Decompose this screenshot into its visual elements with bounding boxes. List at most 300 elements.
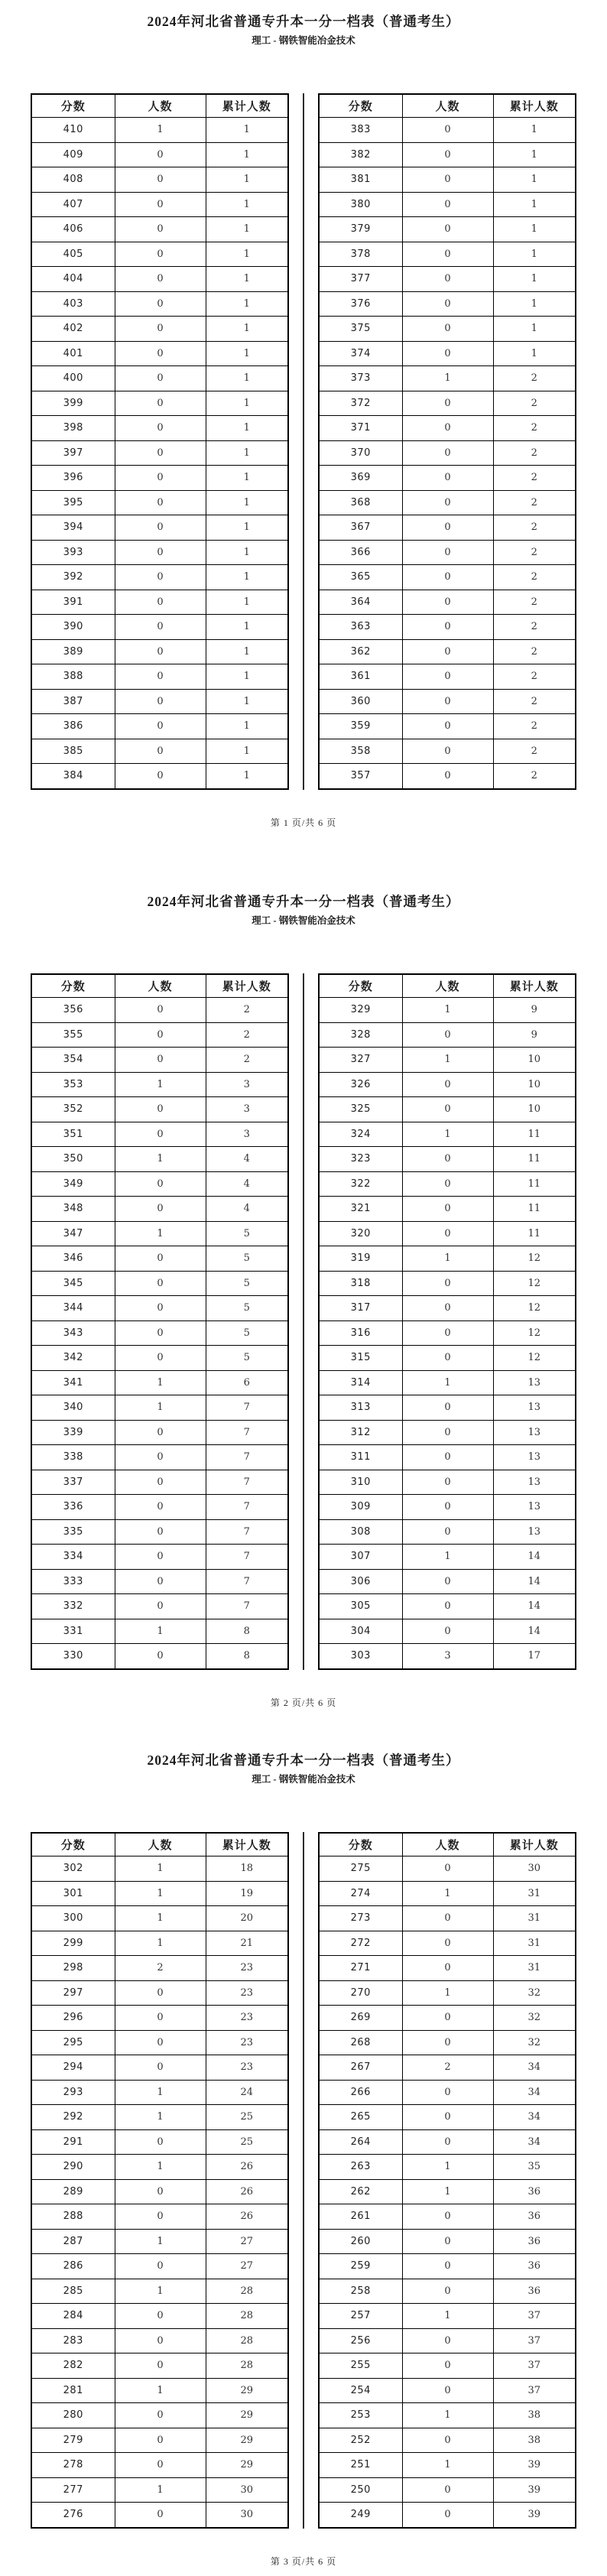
count-cell: 1	[115, 118, 206, 143]
count-cell: 0	[115, 291, 206, 317]
cumulative-cell: 2	[493, 689, 576, 714]
score-cell: 282	[31, 2353, 115, 2379]
cumulative-cell: 23	[206, 1980, 288, 2006]
table-row	[31, 1956, 288, 1981]
table-row	[319, 440, 576, 466]
table-row	[31, 1881, 288, 1906]
table-row	[31, 2453, 288, 2478]
header-row	[319, 1833, 576, 1856]
score-cell: 385	[31, 739, 115, 764]
cumulative-cell: 1	[206, 317, 288, 342]
count-cell: 0	[402, 1519, 493, 1545]
count-cell: 1	[402, 1881, 493, 1906]
score-cell: 370	[319, 440, 402, 466]
count-cell: 0	[115, 1519, 206, 1545]
table-row	[31, 2428, 288, 2453]
count-cell: 1	[402, 2179, 493, 2204]
table-row	[31, 242, 288, 267]
table-row	[31, 1197, 288, 1222]
cumulative-cell: 5	[206, 1246, 288, 1272]
count-cell: 0	[115, 391, 206, 416]
count-cell: 0	[115, 2353, 206, 2379]
table-row	[319, 2378, 576, 2403]
score-cell: 316	[319, 1320, 402, 1346]
count-cell: 0	[402, 1147, 493, 1172]
cumulative-cell: 7	[206, 1395, 288, 1421]
cumulative-cell: 25	[206, 2105, 288, 2130]
table-row	[31, 2155, 288, 2180]
cumulative-cell: 34	[493, 2129, 576, 2155]
header-row	[31, 974, 288, 998]
table-row	[31, 2353, 288, 2379]
column-header: 累计人数	[493, 94, 576, 118]
count-cell: 0	[402, 1221, 493, 1246]
score-cell: 312	[319, 1420, 402, 1445]
column-header: 分数	[31, 1833, 115, 1856]
page-subtitle: 理工 - 钢铁智能冶金技术	[252, 1774, 355, 1785]
score-cell: 354	[31, 1048, 115, 1073]
column-header: 分数	[319, 974, 402, 998]
cumulative-cell: 10	[493, 1048, 576, 1073]
count-cell: 0	[115, 2428, 206, 2453]
table-row	[31, 1122, 288, 1147]
cumulative-cell: 4	[206, 1147, 288, 1172]
score-cell: 254	[319, 2378, 402, 2403]
count-cell: 0	[115, 739, 206, 764]
cumulative-cell: 6	[206, 1370, 288, 1395]
table-row	[319, 2328, 576, 2353]
cumulative-cell: 38	[493, 2428, 576, 2453]
score-table-right	[318, 1832, 576, 2529]
table-row	[31, 2403, 288, 2428]
score-cell: 284	[31, 2304, 115, 2329]
count-cell: 0	[402, 416, 493, 441]
cumulative-cell: 1	[206, 217, 288, 242]
table-row	[31, 590, 288, 615]
column-header: 累计人数	[493, 1833, 576, 1856]
score-cell: 372	[319, 391, 402, 416]
table-row	[319, 142, 576, 167]
score-cell: 369	[319, 466, 402, 491]
table-row	[319, 2353, 576, 2379]
page-number-footer: 第 3 页/共 6 页	[270, 2555, 337, 2567]
cumulative-cell: 36	[493, 2229, 576, 2254]
cumulative-cell: 5	[206, 1271, 288, 1296]
table-row	[319, 317, 576, 342]
count-cell: 0	[115, 217, 206, 242]
count-cell: 0	[115, 2254, 206, 2279]
cumulative-cell: 1	[206, 291, 288, 317]
cumulative-cell: 7	[206, 1445, 288, 1470]
table-row	[319, 416, 576, 441]
count-cell: 0	[402, 490, 493, 515]
score-cell: 402	[31, 317, 115, 342]
score-cell: 283	[31, 2328, 115, 2353]
table-row	[31, 1296, 288, 1321]
table-row	[31, 1594, 288, 1619]
count-cell: 0	[402, 540, 493, 565]
score-cell: 275	[319, 1856, 402, 1882]
cumulative-cell: 9	[493, 998, 576, 1023]
table-row	[319, 192, 576, 217]
cumulative-cell: 31	[493, 1906, 576, 1931]
score-cell: 395	[31, 490, 115, 515]
table-row	[31, 2477, 288, 2503]
score-cell: 253	[319, 2403, 402, 2428]
count-cell: 1	[402, 1545, 493, 1570]
count-cell: 0	[115, 2328, 206, 2353]
cumulative-cell: 7	[206, 1519, 288, 1545]
score-cell: 407	[31, 192, 115, 217]
count-cell: 0	[115, 242, 206, 267]
score-cell: 277	[31, 2477, 115, 2503]
count-cell: 1	[115, 1856, 206, 1882]
score-cell: 394	[31, 515, 115, 541]
table-row	[31, 2254, 288, 2279]
table-row	[319, 1445, 576, 1470]
score-cell: 377	[319, 267, 402, 292]
cumulative-cell: 29	[206, 2428, 288, 2453]
table-row	[319, 2080, 576, 2105]
table-row	[319, 1296, 576, 1321]
count-cell: 0	[402, 714, 493, 739]
count-cell: 1	[115, 1881, 206, 1906]
cumulative-cell: 1	[206, 391, 288, 416]
score-cell: 271	[319, 1956, 402, 1981]
table-row	[31, 142, 288, 167]
cumulative-cell: 13	[493, 1519, 576, 1545]
cumulative-cell: 1	[206, 118, 288, 143]
cumulative-cell: 1	[206, 739, 288, 764]
cumulative-cell: 1	[206, 192, 288, 217]
score-cell: 255	[319, 2353, 402, 2379]
cumulative-cell: 1	[206, 440, 288, 466]
count-cell: 0	[115, 714, 206, 739]
count-cell: 0	[402, 689, 493, 714]
table-row	[31, 466, 288, 491]
count-cell: 0	[402, 615, 493, 640]
score-cell: 342	[31, 1346, 115, 1371]
cumulative-cell: 13	[493, 1420, 576, 1445]
table-row	[319, 1346, 576, 1371]
cumulative-cell: 30	[206, 2477, 288, 2503]
cumulative-cell: 4	[206, 1171, 288, 1197]
count-cell: 0	[115, 341, 206, 366]
score-cell: 378	[319, 242, 402, 267]
count-cell: 0	[115, 1097, 206, 1122]
count-cell: 0	[115, 2006, 206, 2031]
cumulative-cell: 11	[493, 1171, 576, 1197]
cumulative-cell: 27	[206, 2254, 288, 2279]
count-cell: 0	[402, 739, 493, 764]
column-header: 分数	[319, 94, 402, 118]
table-row	[319, 639, 576, 664]
count-cell: 0	[115, 2129, 206, 2155]
score-table-left	[31, 973, 289, 1670]
table-row	[319, 1171, 576, 1197]
column-header: 人数	[402, 1833, 493, 1856]
count-cell: 0	[115, 2179, 206, 2204]
count-cell: 0	[402, 217, 493, 242]
count-cell: 1	[115, 2080, 206, 2105]
count-cell: 0	[115, 1048, 206, 1073]
table-row	[319, 366, 576, 391]
page-title: 2024年河北省普通专升本一分一档表（普通考生）	[147, 14, 460, 29]
table-row	[319, 2006, 576, 2031]
count-cell: 0	[115, 2453, 206, 2478]
table-row	[319, 267, 576, 292]
count-cell: 1	[402, 998, 493, 1023]
cumulative-cell: 35	[493, 2155, 576, 2180]
table-row	[319, 2453, 576, 2478]
table-row	[319, 1519, 576, 1545]
count-cell: 0	[115, 1022, 206, 1048]
table-row	[31, 2229, 288, 2254]
table-row	[31, 1221, 288, 1246]
cumulative-cell: 37	[493, 2353, 576, 2379]
column-header: 累计人数	[206, 974, 288, 998]
cumulative-cell: 1	[206, 416, 288, 441]
count-cell: 1	[115, 1147, 206, 1172]
cumulative-cell: 12	[493, 1346, 576, 1371]
table-row	[319, 1147, 576, 1172]
table-row	[31, 317, 288, 342]
score-cell: 251	[319, 2453, 402, 2478]
count-cell: 0	[115, 192, 206, 217]
cumulative-cell: 26	[206, 2179, 288, 2204]
score-cell: 337	[31, 1470, 115, 1495]
score-cell: 311	[319, 1445, 402, 1470]
table-row	[319, 764, 576, 789]
score-cell: 303	[319, 1644, 402, 1669]
table-row	[319, 1619, 576, 1644]
table-row	[31, 2503, 288, 2528]
score-cell: 305	[319, 1594, 402, 1619]
count-cell: 0	[115, 2030, 206, 2055]
score-cell: 293	[31, 2080, 115, 2105]
score-cell: 363	[319, 615, 402, 640]
score-cell: 365	[319, 565, 402, 590]
table-row	[319, 2105, 576, 2130]
table-row	[31, 998, 288, 1023]
cumulative-cell: 2	[493, 416, 576, 441]
cumulative-cell: 7	[206, 1545, 288, 1570]
cumulative-cell: 2	[493, 590, 576, 615]
table-row	[31, 2080, 288, 2105]
score-cell: 361	[319, 664, 402, 690]
count-cell: 0	[115, 1320, 206, 1346]
table-row	[319, 739, 576, 764]
column-header: 分数	[31, 974, 115, 998]
count-cell: 0	[402, 2006, 493, 2031]
cumulative-cell: 13	[493, 1470, 576, 1495]
score-cell: 359	[319, 714, 402, 739]
table-row	[319, 1197, 576, 1222]
header-row	[31, 94, 288, 118]
score-cell: 257	[319, 2304, 402, 2329]
cumulative-cell: 12	[493, 1320, 576, 1346]
score-cell: 267	[319, 2055, 402, 2081]
table-row	[319, 2503, 576, 2528]
count-cell: 0	[115, 2503, 206, 2528]
count-cell: 0	[402, 1956, 493, 1981]
table-row	[319, 118, 576, 143]
table-row	[319, 2428, 576, 2453]
score-cell: 287	[31, 2229, 115, 2254]
table-row	[319, 689, 576, 714]
cumulative-cell: 1	[206, 341, 288, 366]
count-cell: 1	[115, 1072, 206, 1097]
score-cell: 332	[31, 1594, 115, 1619]
header-row	[319, 974, 576, 998]
cumulative-cell: 39	[493, 2453, 576, 2478]
table-row	[319, 1097, 576, 1122]
count-cell: 0	[115, 416, 206, 441]
table-row	[31, 1569, 288, 1594]
table-row	[31, 2279, 288, 2304]
cumulative-cell: 12	[493, 1271, 576, 1296]
header-row	[319, 94, 576, 118]
table-row	[31, 1445, 288, 1470]
score-cell: 298	[31, 1956, 115, 1981]
count-cell: 0	[115, 1296, 206, 1321]
cumulative-cell: 1	[206, 540, 288, 565]
count-cell: 0	[115, 1644, 206, 1669]
count-cell: 1	[115, 1906, 206, 1931]
score-cell: 323	[319, 1147, 402, 1172]
score-cell: 408	[31, 167, 115, 193]
table-row	[319, 1644, 576, 1669]
cumulative-cell: 3	[206, 1122, 288, 1147]
score-cell: 285	[31, 2279, 115, 2304]
score-cell: 364	[319, 590, 402, 615]
score-cell: 409	[31, 142, 115, 167]
count-cell: 2	[115, 1956, 206, 1981]
score-cell: 263	[319, 2155, 402, 2180]
count-cell: 1	[402, 1048, 493, 1073]
count-cell: 3	[402, 1644, 493, 1669]
cumulative-cell: 2	[493, 466, 576, 491]
table-row	[31, 1072, 288, 1097]
count-cell: 1	[115, 1395, 206, 1421]
cumulative-cell: 18	[206, 1856, 288, 1882]
table-row	[31, 540, 288, 565]
table-row	[31, 217, 288, 242]
score-cell: 300	[31, 1906, 115, 1931]
cumulative-cell: 12	[493, 1296, 576, 1321]
cumulative-cell: 37	[493, 2378, 576, 2403]
cumulative-cell: 2	[493, 540, 576, 565]
cumulative-cell: 5	[206, 1221, 288, 1246]
score-cell: 304	[319, 1619, 402, 1644]
score-cell: 325	[319, 1097, 402, 1122]
cumulative-cell: 2	[493, 440, 576, 466]
cumulative-cell: 31	[493, 1956, 576, 1981]
score-cell: 347	[31, 1221, 115, 1246]
score-cell: 362	[319, 639, 402, 664]
table-row	[31, 1346, 288, 1371]
count-cell: 0	[402, 1931, 493, 1956]
column-header: 人数	[115, 94, 206, 118]
count-cell: 0	[402, 1346, 493, 1371]
score-cell: 353	[31, 1072, 115, 1097]
count-cell: 0	[115, 515, 206, 541]
count-cell: 0	[402, 764, 493, 789]
score-cell: 259	[319, 2254, 402, 2279]
count-cell: 0	[402, 2353, 493, 2379]
cumulative-cell: 34	[493, 2055, 576, 2081]
cumulative-cell: 8	[206, 1644, 288, 1669]
count-cell: 0	[402, 391, 493, 416]
score-cell: 306	[319, 1569, 402, 1594]
score-cell: 294	[31, 2055, 115, 2081]
table-row	[319, 466, 576, 491]
page-subtitle: 理工 - 钢铁智能冶金技术	[252, 35, 355, 46]
page-3	[0, 1717, 607, 2576]
score-cell: 335	[31, 1519, 115, 1545]
table-row	[319, 2279, 576, 2304]
table-row	[31, 615, 288, 640]
header-row	[31, 1833, 288, 1856]
score-cell: 330	[31, 1644, 115, 1669]
table-row	[319, 615, 576, 640]
cumulative-cell: 2	[206, 1048, 288, 1073]
count-cell: 0	[402, 1296, 493, 1321]
count-cell: 0	[115, 764, 206, 789]
score-cell: 296	[31, 2006, 115, 2031]
table-row	[31, 2204, 288, 2230]
score-cell: 350	[31, 1147, 115, 1172]
table-row	[31, 1644, 288, 1669]
table-row	[319, 540, 576, 565]
cumulative-cell: 1	[206, 142, 288, 167]
score-cell: 256	[319, 2328, 402, 2353]
count-cell: 0	[115, 1545, 206, 1570]
score-cell: 398	[31, 416, 115, 441]
table-row	[319, 1856, 576, 1882]
cumulative-cell: 1	[206, 689, 288, 714]
score-cell: 352	[31, 1097, 115, 1122]
count-cell: 0	[402, 291, 493, 317]
cumulative-cell: 2	[493, 639, 576, 664]
score-cell: 336	[31, 1495, 115, 1520]
score-cell: 262	[319, 2179, 402, 2204]
table-row	[31, 2055, 288, 2081]
cumulative-cell: 28	[206, 2328, 288, 2353]
column-header: 人数	[115, 974, 206, 998]
table-row	[31, 366, 288, 391]
score-cell: 258	[319, 2279, 402, 2304]
cumulative-cell: 39	[493, 2477, 576, 2503]
score-cell: 260	[319, 2229, 402, 2254]
table-row	[319, 1420, 576, 1445]
score-cell: 346	[31, 1246, 115, 1272]
tables-row	[31, 1832, 576, 2529]
cumulative-cell: 23	[206, 2055, 288, 2081]
count-cell: 0	[115, 2204, 206, 2230]
score-cell: 286	[31, 2254, 115, 2279]
count-cell: 0	[115, 689, 206, 714]
count-cell: 0	[115, 317, 206, 342]
cumulative-cell: 11	[493, 1147, 576, 1172]
score-cell: 334	[31, 1545, 115, 1570]
count-cell: 1	[115, 1370, 206, 1395]
table-row	[319, 341, 576, 366]
score-cell: 401	[31, 341, 115, 366]
score-cell: 302	[31, 1856, 115, 1882]
table-row	[31, 440, 288, 466]
score-cell: 357	[319, 764, 402, 789]
